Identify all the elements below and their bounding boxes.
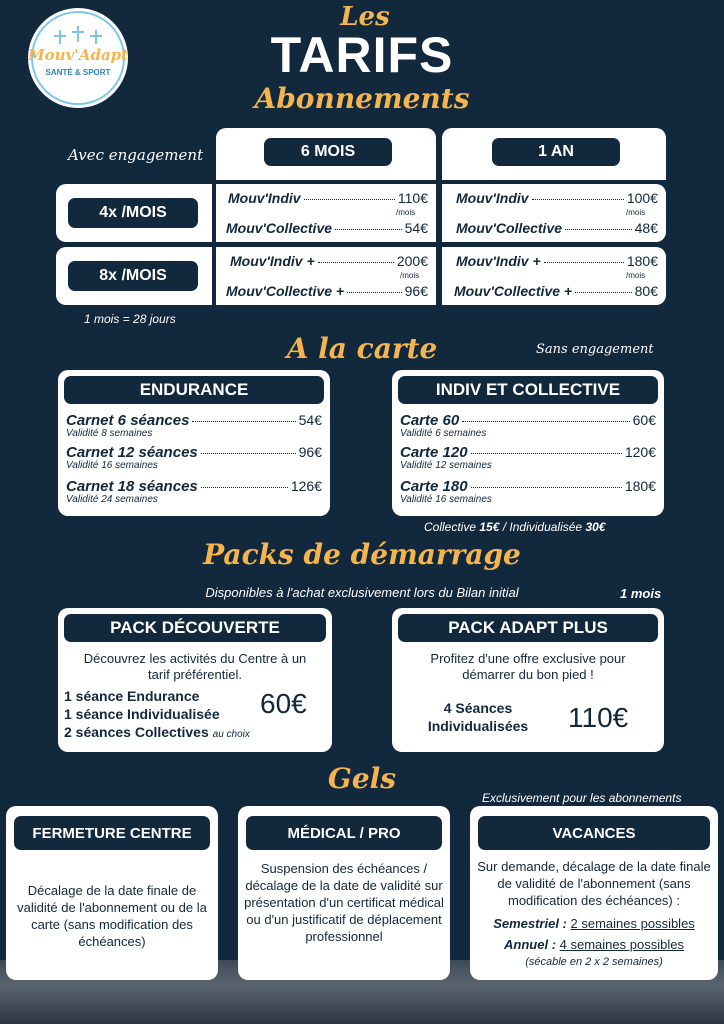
pack-adapt-plus-price: 110€ [568, 702, 629, 733]
price-line: Mouv'Indiv + 200€ [230, 253, 428, 269]
pack-line: 2 séances Collectives au choix [64, 724, 250, 740]
indiv-collective-title: INDIV ET COLLECTIVE [398, 376, 658, 404]
per-month-note: /mois [626, 208, 646, 217]
gel-fermeture-text: Décalage de la date finale de validité de l'abonnement ou de la carte (sans modification des échéances) [17, 883, 207, 949]
price-line: Carte 180 180€ [400, 478, 656, 495]
pack-line: 1 séance Individualisée [64, 706, 220, 722]
carte-title: A la carte [286, 332, 438, 365]
gel-fermeture-title: FERMETURE CENTRE [14, 816, 210, 850]
no-commitment-label: Sans engagement [536, 342, 654, 357]
pack-adapt-plus-card [392, 608, 664, 752]
gel-vacances-annuel: Annuel : 4 semaines possibles [504, 937, 684, 952]
price-line: Mouv'Indiv 110€ [228, 190, 428, 206]
pack-line: 4 Séances [443, 700, 513, 716]
validity-note: Validité 12 semaines [400, 460, 492, 471]
page-subtitle: Abonnements [254, 82, 470, 115]
gel-vacances-text: Sur demande, décalage de la date finale de validité de l'abonnement (sans modification des échéances) : [477, 859, 711, 908]
price-line: Mouv'Collective + 96€ [226, 283, 428, 299]
header-6-months [216, 128, 436, 180]
pack-line: Individualisées [427, 718, 529, 734]
per-month-note: /mois [400, 271, 420, 280]
gel-medical-card [238, 806, 450, 980]
price-line: Carnet 6 séances 54€ [66, 412, 322, 429]
gel-medical-title: MÉDICAL / PRO [246, 816, 442, 850]
row-4x-label-cell [56, 184, 212, 242]
price-line: Mouv'Collective 54€ [226, 220, 428, 236]
pack-line: 1 séance Endurance [64, 688, 200, 704]
page-title: TARIFS [270, 27, 454, 83]
gels-exclusive-note: Exclusivement pour les abonnements [482, 791, 682, 805]
gel-vacances-card [470, 806, 718, 980]
pack-adapt-plus-desc: Profitez d'une offre exclusive pour démarrer du bon pied ! [430, 651, 626, 682]
validity-note: Validité 6 semaines [400, 428, 487, 439]
pack-adapt-plus-title: PACK ADAPT PLUS [398, 614, 658, 642]
price-line: Mouv'Collective + 80€ [454, 283, 658, 299]
price-line: Carte 60 60€ [400, 412, 656, 429]
pack-decouverte-title: PACK DÉCOUVERTE [64, 614, 326, 642]
price-line: Mouv'Collective 48€ [456, 220, 658, 236]
pack-decouverte-price: 60€ [260, 688, 307, 719]
gel-vacances-note: (sécable en 2 x 2 semaines) [525, 956, 663, 968]
col-1-year: 1 AN [492, 138, 620, 166]
price-line: Carte 120 120€ [400, 444, 656, 461]
price-line: Mouv'Indiv + 180€ [456, 253, 658, 269]
unit-price-note: Collective 15€ / Individualisée 30€ [424, 520, 606, 534]
per-month-note: /mois [396, 208, 416, 217]
price-line: Carnet 12 séances 96€ [66, 444, 322, 461]
row-8x-6-months [216, 247, 436, 305]
validity-note: Validité 16 semaines [66, 460, 158, 471]
gel-vacances-title: VACANCES [478, 816, 710, 850]
packs-availability: Disponibles à l'achat exclusivement lors du Bilan initial [205, 585, 519, 600]
logo-brand-text: Mouv'Adapt [28, 46, 128, 64]
pack-decouverte-desc: Découvrez les activités du Centre à un tarif préférentiel. [83, 651, 307, 682]
price-line: Carnet 18 séances 126€ [66, 478, 322, 495]
row-4x-1-year [442, 184, 666, 242]
gel-fermeture-card [6, 806, 218, 980]
price-line: Mouv'Indiv 100€ [456, 190, 658, 206]
row-8x-label: 8x /MOIS [68, 261, 198, 291]
gel-vacances-semestriel: Semestriel : 2 semaines possibles [493, 916, 695, 931]
row-8x-label-cell [56, 247, 212, 305]
row-4x-6-months [216, 184, 436, 242]
row-4x-label: 4x /MOIS [68, 198, 198, 228]
indiv-collective-card [392, 370, 664, 516]
endurance-title: ENDURANCE [64, 376, 324, 404]
packs-title: Packs de démarrage [203, 538, 521, 571]
endurance-card [58, 370, 330, 516]
gel-medical-text: Suspension des échéances / décalage de la date de validité sur présentation d'un certificat médical ou d'un justificatif de déplacement professionnel [244, 861, 444, 944]
per-month-note: /mois [626, 271, 646, 280]
col-6-months: 6 MOIS [264, 138, 392, 166]
packs-duration: 1 mois [620, 586, 662, 601]
logo-tagline: SANTÉ & SPORT [45, 68, 111, 77]
pack-decouverte-card [58, 608, 332, 752]
gels-title: Gels [327, 762, 397, 795]
validity-note: Validité 16 semaines [400, 494, 492, 505]
month-note: 1 mois = 28 jours [84, 312, 176, 326]
with-commitment-label: Avec engagement [68, 146, 204, 164]
validity-note: Validité 24 semaines [66, 494, 158, 505]
brand-logo [28, 8, 128, 108]
header-les: Les [340, 2, 390, 32]
validity-note: Validité 8 semaines [66, 428, 153, 439]
row-8x-1-year [442, 247, 666, 305]
header-1-year [442, 128, 666, 180]
